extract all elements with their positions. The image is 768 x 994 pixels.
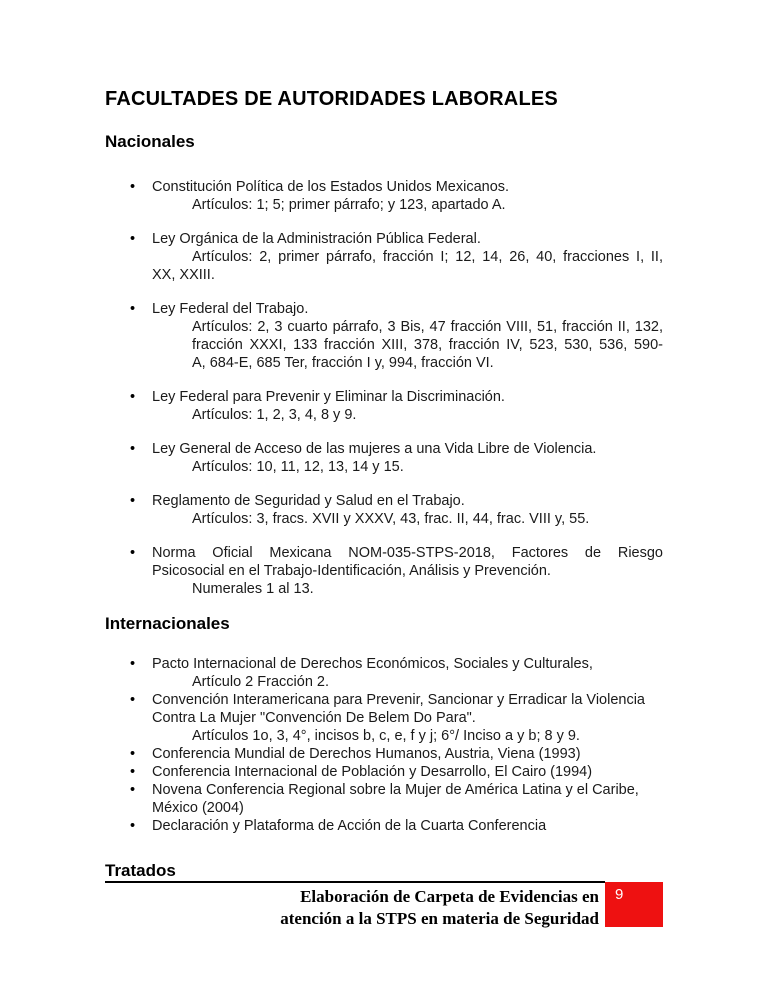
list-item <box>105 492 663 528</box>
bullet-icon: • <box>130 764 136 780</box>
bullet-icon: • <box>130 545 136 561</box>
list-item-body <box>152 817 663 835</box>
bullet-icon: • <box>130 441 136 457</box>
text-line: Conferencia Mundial de Derechos Humanos, Austria, Viena (1993) <box>152 746 581 762</box>
page-number: 9 <box>615 886 624 903</box>
page-footer <box>105 881 663 930</box>
text-line: Declaración y Plataforma de Acción de la Cuarta Conferencia <box>152 818 547 834</box>
list-item <box>105 440 663 476</box>
section-tratados <box>105 861 663 881</box>
list-item-body <box>152 691 663 745</box>
list-item-body <box>152 300 663 372</box>
text-line: Ley Orgánica de la Administración Pública Federal. <box>152 231 481 247</box>
page-title: FACULTADES DE AUTORIDADES LABORALES <box>105 88 558 110</box>
bullet-icon: • <box>130 231 136 247</box>
section-nacionales <box>105 132 663 598</box>
list-item-body <box>152 178 663 214</box>
document-sections <box>105 132 663 881</box>
text-line: XX, XXIII. <box>152 267 215 283</box>
text-line: Ley Federal para Prevenir y Eliminar la Discriminación. <box>152 389 505 405</box>
bullet-icon: • <box>130 389 136 405</box>
footer-caption-line2: atención a la STPS en materia de Seguridad <box>280 909 599 928</box>
text-line: Artículos: 3, fracs. XVII y XXXV, 43, frac. II, 44, frac. VIII y, 55. <box>192 511 590 527</box>
text-line: Norma Oficial Mexicana NOM-035-STPS-2018, Factores de Riesgo <box>152 545 663 561</box>
list-item-body <box>152 655 663 691</box>
text-line: Ley Federal del Trabajo. <box>152 301 309 317</box>
bullet-list <box>105 178 663 598</box>
list-item <box>105 781 663 817</box>
list-item-body <box>152 544 663 598</box>
text-line: Numerales 1 al 13. <box>192 581 314 597</box>
text-line: Artículos: 2, primer párrafo, fracción I; 12, 14, 26, 40, fracciones I, II, <box>192 249 663 265</box>
section-heading-nacionales: Nacionales <box>105 132 195 151</box>
footer-caption <box>105 881 605 930</box>
text-line: Psicosocial en el Trabajo-Identificación, Análisis y Prevención. <box>152 563 551 579</box>
text-line: Artículos: 1; 5; primer párrafo; y 123, apartado A. <box>192 197 506 213</box>
text-line: Reglamento de Seguridad y Salud en el Trabajo. <box>152 493 465 509</box>
text-line: Contra La Mujer "Convención De Belem Do Para". <box>152 710 476 726</box>
list-item-body <box>152 763 663 781</box>
bullet-icon: • <box>130 692 136 708</box>
list-item <box>105 691 663 745</box>
text-line: Constitución Política de los Estados Unidos Mexicanos. <box>152 179 510 195</box>
text-line: Artículo 2 Fracción 2. <box>192 674 329 690</box>
text-line: México (2004) <box>152 800 244 816</box>
bullet-icon: • <box>130 179 136 195</box>
text-line: Pacto Internacional de Derechos Económicos, Sociales y Culturales, <box>152 656 593 672</box>
list-item-body <box>152 745 663 763</box>
list-item <box>105 178 663 214</box>
footer-caption-line1: Elaboración de Carpeta de Evidencias en <box>300 887 599 906</box>
bullet-icon: • <box>130 818 136 834</box>
text-line: Conferencia Internacional de Población y Desarrollo, El Cairo (1994) <box>152 764 593 780</box>
text-line: Artículos 1o, 3, 4°, incisos b, c, e, f y j; 6°/ Inciso a y b; 8 y 9. <box>192 728 580 744</box>
text-line: A, 684-E, 685 Ter, fracción I y, 994, fracción VI. <box>192 355 494 371</box>
section-internacionales <box>105 614 663 835</box>
list-item <box>105 388 663 424</box>
text-line: Convención Interamericana para Prevenir, Sancionar y Erradicar la Violencia <box>152 692 645 708</box>
section-heading-tratados: Tratados <box>105 861 176 880</box>
text-line: Artículos: 1, 2, 3, 4, 8 y 9. <box>192 407 357 423</box>
list-item-body <box>152 230 663 284</box>
list-item-body <box>152 440 663 476</box>
list-item-body <box>152 492 663 528</box>
list-item-body <box>152 388 663 424</box>
text-line: Artículos: 2, 3 cuarto párrafo, 3 Bis, 47 fracción VIII, 51, fracción II, 132, <box>192 319 663 335</box>
text-line: Artículos: 10, 11, 12, 13, 14 y 15. <box>192 459 404 475</box>
list-item <box>105 300 663 372</box>
list-item <box>105 763 663 781</box>
list-item <box>105 544 663 598</box>
bullet-icon: • <box>130 656 136 672</box>
bullet-icon: • <box>130 301 136 317</box>
list-item-body <box>152 781 663 817</box>
list-item <box>105 745 663 763</box>
text-line: Ley General de Acceso de las mujeres a una Vida Libre de Violencia. <box>152 441 597 457</box>
text-line: fracción XXXI, 133 fracción XIII, 378, fracción IV, 523, 530, 536, 590- <box>192 337 663 353</box>
bullet-icon: • <box>130 746 136 762</box>
list-item <box>105 817 663 835</box>
list-item <box>105 655 663 691</box>
section-heading-internacionales: Internacionales <box>105 614 230 633</box>
page-number-box <box>605 882 663 927</box>
text-line: Novena Conferencia Regional sobre la Mujer de América Latina y el Caribe, <box>152 782 639 798</box>
list-item <box>105 230 663 284</box>
bullet-list <box>105 655 663 835</box>
bullet-icon: • <box>130 493 136 509</box>
bullet-icon: • <box>130 782 136 798</box>
